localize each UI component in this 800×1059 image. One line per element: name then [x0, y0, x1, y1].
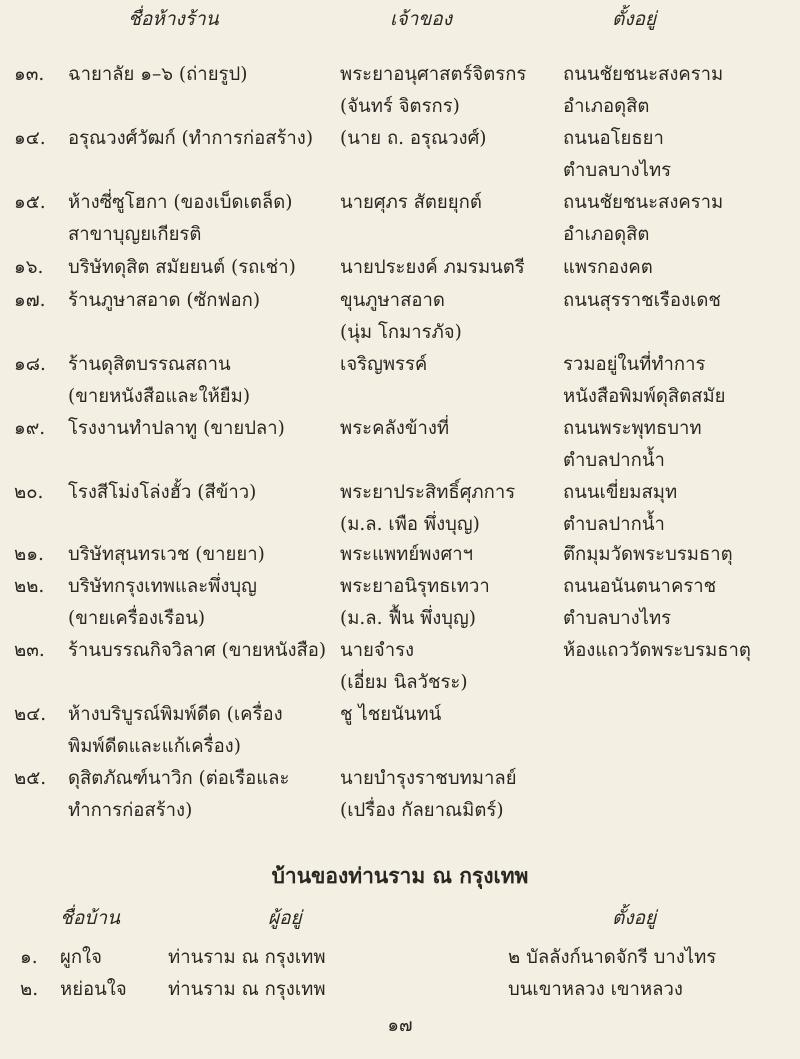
- section-title: บ้านของท่านราม ณ กรุงเทพ: [271, 863, 529, 888]
- shop-location: ถนนชัยชนะสงคราม: [563, 192, 724, 213]
- owner-name: พระยาประสิทธิ์ศุภการ: [340, 482, 516, 503]
- header-shop-name: ชื่อห้างร้าน: [128, 8, 219, 30]
- row-number: ๑๗.: [14, 290, 46, 311]
- shop-location: ห้องแถววัดพระบรมธาตุ: [563, 640, 751, 661]
- owner-name: นายศุภร สัตยยุกต์: [340, 192, 482, 213]
- owner-name: นายบำรุงราชบทมาลย์: [340, 768, 517, 789]
- owner-name: เจริญพรรค์: [340, 354, 428, 375]
- owner-name: นายจำรง: [340, 640, 415, 661]
- page-number: ๑๗: [387, 1015, 413, 1036]
- row-number: ๑๕.: [14, 192, 46, 213]
- shop-location: อำเภอดุสิต: [563, 224, 650, 245]
- owner-name: พระคลังข้างที่: [340, 418, 450, 439]
- row-number: ๒๕.: [14, 768, 47, 789]
- row-number: ๒๑.: [14, 544, 44, 565]
- house-resident: ท่านราม ณ กรุงเทพ: [168, 947, 326, 968]
- shop-location: ตำบลปากน้ำ: [563, 450, 665, 471]
- shop-location: รวมอยู่ในที่ทำการ: [563, 354, 706, 375]
- shop-name: อรุณวงศ์วัฒก์ (ทำการก่อสร้าง): [68, 128, 314, 149]
- owner-name: (เอี่ยม นิลวัชระ): [340, 672, 468, 693]
- owner-name: ขุนภูษาสอาด: [340, 290, 445, 311]
- shop-location: ถนนชัยชนะสงคราม: [563, 64, 724, 85]
- shop-location: ถนนเขี่ยมสมุท: [563, 482, 678, 503]
- house-name: ผูกใจ: [60, 947, 102, 968]
- shop-name: โรงสีโม่งโล่งฮั้ว (สีข้าว): [68, 482, 257, 503]
- shop-name: ฉายาลัย ๑–๖ (ถ่ายรูป): [68, 64, 248, 85]
- owner-name: (จันทร์ จิตรกร): [340, 96, 460, 117]
- shop-location: อำเภอดุสิต: [563, 96, 650, 117]
- shop-location: หนังสือพิมพ์ดุสิตสมัย: [563, 386, 726, 407]
- shop-name: ทำการก่อสร้าง): [68, 800, 193, 821]
- owner-name: (ม.ล. ฟื้น พึ่งบุญ): [340, 608, 476, 629]
- shop-name: (ขายเครื่องเรือน): [68, 608, 206, 629]
- owner-name: นายประยงค์ ภมรมนตรี: [340, 257, 525, 278]
- row-number: ๑๔.: [14, 128, 46, 149]
- shop-name: บริษัทดุสิต สมัยยนต์ (รถเช่า): [68, 257, 296, 278]
- row-number: ๑๙.: [14, 418, 46, 439]
- header-house-location: ตั้งอยู่: [612, 907, 657, 929]
- row-number: ๒๔.: [14, 704, 47, 725]
- owner-name: พระยาอนิรุทธเทวา: [340, 576, 490, 597]
- owner-name: (เปรื่อง กัลยาณมิตร์): [340, 800, 504, 821]
- house-row-number: ๒.: [20, 979, 39, 1000]
- row-number: ๒๒.: [14, 576, 45, 597]
- shop-name: พิมพ์ดีดและแก้เครื่อง): [68, 736, 241, 757]
- header-resident: ผู้อยู่: [268, 907, 302, 929]
- shop-name: ห้างซี่ซูโฮกา (ของเบ็ดเตล็ด): [68, 192, 293, 213]
- owner-name: ชู ไชยนันทน์: [340, 704, 442, 725]
- house-row-number: ๑.: [20, 947, 38, 968]
- owner-name: พระยาอนุศาสตร์จิตรกร: [340, 64, 527, 85]
- header-location: ตั้งอยู่: [612, 8, 657, 30]
- house-location: บนเขาหลวง เขาหลวง: [508, 979, 683, 1000]
- owner-name: (นุ่ม โกมารภัจ): [340, 322, 462, 343]
- house-location: ๒ บัลลังก์นาดจักรี บางไทร: [508, 947, 717, 968]
- shop-name: ดุสิตภัณฑ์นาวิก (ต่อเรือและ: [68, 768, 290, 789]
- shop-location: แพรกองคต: [563, 257, 653, 278]
- shop-name: ห้างบริบูรณ์พิมพ์ดีด (เครื่อง: [68, 704, 283, 725]
- house-name: หย่อนใจ: [60, 979, 127, 1000]
- shop-name: โรงงานทำปลาทู (ขายปลา): [68, 418, 285, 439]
- shop-location: ถนนสุรราชเรืองเดช: [563, 290, 721, 311]
- house-resident: ท่านราม ณ กรุงเทพ: [168, 979, 326, 1000]
- shop-location: ตำบลบางไทร: [563, 160, 672, 181]
- shop-location: ถนนอโยธยา: [563, 128, 664, 149]
- shop-name: บริษัทสุนทรเวช (ขายยา): [68, 544, 265, 565]
- owner-name: พระแพทย์พงศาฯ: [340, 544, 473, 565]
- shop-location: ถนนอนันตนาคราช: [563, 576, 717, 597]
- shop-name: สาขาบุญยเกียรติ: [68, 224, 202, 245]
- row-number: ๒๓.: [14, 640, 45, 661]
- shop-location: ตำบลปากน้ำ: [563, 514, 665, 535]
- row-number: ๒๐.: [14, 482, 44, 503]
- owner-name: (นาย ถ. อรุณวงศ์): [340, 128, 487, 149]
- owner-name: (ม.ล. เพือ พึ่งบุญ): [340, 514, 480, 535]
- row-number: ๑๘.: [14, 354, 46, 375]
- header-house-name: ชื่อบ้าน: [60, 907, 121, 929]
- row-number: ๑๖.: [14, 257, 44, 278]
- shop-location: ตึกมุมวัดพระบรมธาตุ: [563, 544, 733, 565]
- shop-name: บริษัทกรุงเทพและพึ่งบุญ: [68, 576, 257, 597]
- row-number: ๑๓.: [14, 64, 45, 85]
- shop-name: ร้านดุสิตบรรณสถาน: [68, 354, 231, 375]
- shop-location: ถนนพระพุทธบาท: [563, 418, 702, 439]
- shop-location: ตำบลบางไทร: [563, 608, 672, 629]
- header-owner: เจ้าของ: [390, 8, 452, 30]
- shop-name: ร้านบรรณกิจวิลาศ (ขายหนังสือ): [68, 640, 327, 661]
- shop-name: ร้านภูษาสอาด (ซักฟอก): [68, 290, 261, 311]
- shop-name: (ขายหนังสือและให้ยืม): [68, 386, 251, 407]
